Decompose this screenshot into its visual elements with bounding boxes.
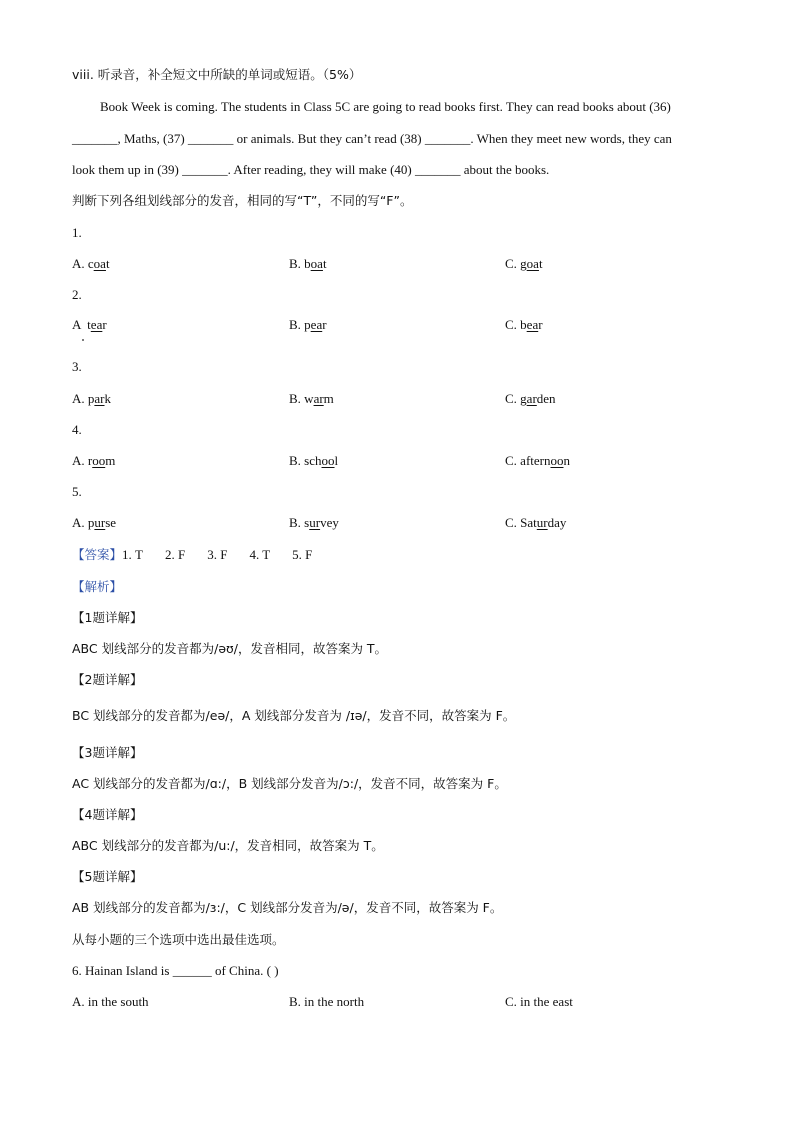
option-c [505,514,566,532]
detail-title-4: 【4题详解】 [72,807,143,822]
question-number: 5. [72,484,82,499]
word-part: Sat [520,515,537,530]
option-letter: C. [505,391,521,406]
passage-line-1: Book Week is coming. The students in Class 5C are going to read books first. They can read books about (36) [100,99,671,114]
underlined-part: oo [550,453,564,468]
word-part: n [563,453,570,468]
word-part: aftern [520,453,551,468]
word-part: den [536,391,556,406]
answer-item: 5. F [292,547,313,562]
option-b [289,452,338,470]
option-b [289,316,327,334]
detail-text-5: AB 划线部分的发音都为/ɜ:/，C 划线部分发音为/ə/，发音不同，故答案为 F。 [72,900,503,915]
word-part: m [105,453,116,468]
underlined-part: oo [92,453,106,468]
word-part: m [323,391,334,406]
option-letter: A. [72,256,88,271]
option-letter: B. [289,256,305,271]
option-letter: C. [505,256,521,271]
word-part: p [304,317,311,332]
question-6-stem: 6. Hainan Island is ______ of China. ( ) [72,963,279,978]
option-a [72,316,107,334]
option-a [72,255,110,273]
word-part: day [547,515,567,530]
underlined-part: ar [94,391,105,406]
underlined-part: ea [310,317,323,332]
question-6-option-a: A. in the south [72,994,149,1009]
question-number: 3. [72,359,82,374]
option-b [289,514,339,532]
answer-item: 1. T [122,547,143,562]
answer-item: 3. F [207,547,228,562]
option-a [72,514,116,532]
word-part: w [304,391,314,406]
option-letter: C. [505,515,521,530]
underlined-part: oa [310,256,323,271]
underlined-part: ar [526,391,537,406]
word-part: k [104,391,111,406]
answer-item: 4. T [249,547,271,562]
option-letter: B. [289,515,305,530]
question-number: 1. [72,225,82,240]
word-part: s [304,515,310,530]
option-letter: A [72,317,88,332]
detail-text-4: ABC 划线部分的发音都为/u:/，发音相同，故答案为 T。 [72,838,384,853]
option-b [289,390,334,408]
option-letter: C. [505,453,521,468]
analysis-label: 【解析】 [72,579,123,594]
word-part: t [322,256,327,271]
option-letter: B. [289,391,305,406]
word-part: g [520,391,527,406]
option-c [505,452,570,470]
word-part: sch [304,453,322,468]
answer-label: 【答案】 [72,547,123,562]
option-c [505,390,556,408]
pronunciation-instruction: 判断下列各组划线部分的发音，相同的写“T”，不同的写“F”。 [72,193,413,208]
option-letter: B. [289,317,305,332]
word-part: l [334,453,339,468]
underlined-part: oo [321,453,335,468]
underlined-part: ur [536,515,548,530]
passage-line-2: _______, Maths, (37) _______ or animals. But they can’t read (38) _______. When they meet new words, they can [72,131,672,146]
word-part: t [538,256,543,271]
word-part: t [87,317,91,332]
underlined-part: ur [309,515,321,530]
option-b [289,255,327,273]
option-a [72,390,111,408]
word-part: b [520,317,527,332]
underlined-part: ur [94,515,106,530]
word-part: vey [320,515,339,530]
stray-dot [82,339,84,341]
passage-line-3: look them up in (39) _______. After reading, they will make (40) _______ about the books. [72,162,550,177]
detail-title-2: 【2题详解】 [72,672,143,687]
mc-instruction: 从每小题的三个选项中选出最佳选项。 [72,932,285,947]
word-part: r [87,453,93,468]
underlined-part: oa [93,256,106,271]
detail-text-2: BC 划线部分的发音都为/eə/，A 划线部分发音为 /ɪə/，发音不同，故答案为 F。 [72,708,516,723]
answer-item: 2. F [164,547,186,562]
option-letter: B. [289,453,305,468]
word-part: p [87,391,95,406]
option-letter: A. [72,391,88,406]
underlined-part: oa [526,256,539,271]
word-part: p [87,515,95,530]
underlined-part: ea [90,317,103,332]
question-number: 4. [72,422,82,437]
option-letter: A. [72,453,88,468]
option-letter: A. [72,515,88,530]
answer-line [72,546,312,564]
detail-title-1: 【1题详解】 [72,610,143,625]
question-6-option-b: B. in the north [289,994,365,1009]
option-c [505,255,543,273]
underlined-part: ea [526,317,539,332]
detail-title-3: 【3题详解】 [72,745,143,760]
word-part: t [105,256,110,271]
detail-text-3: AC 划线部分的发音都为/ɑ:/，B 划线部分发音为/ɔ:/，发音不同，故答案为 F。 [72,776,507,791]
word-part: r [538,317,543,332]
option-letter: C. [505,317,521,332]
detail-text-1: ABC 划线部分的发音都为/əʊ/，发音相同，故答案为 T。 [72,641,388,656]
detail-title-5: 【5题详解】 [72,869,143,884]
word-part: r [102,317,107,332]
option-a [72,452,115,470]
option-c [505,316,543,334]
section-header: viii. 听录音，补全短文中所缺的单词或短语。（5%） [72,67,362,82]
word-part: se [105,515,117,530]
question-6-option-c: C. in the east [505,994,573,1009]
question-number: 2. [72,287,82,302]
word-part: r [322,317,327,332]
word-part: b [304,256,311,271]
underlined-part: ar [313,391,324,406]
word-part: g [520,256,527,271]
word-part: c [87,256,94,271]
